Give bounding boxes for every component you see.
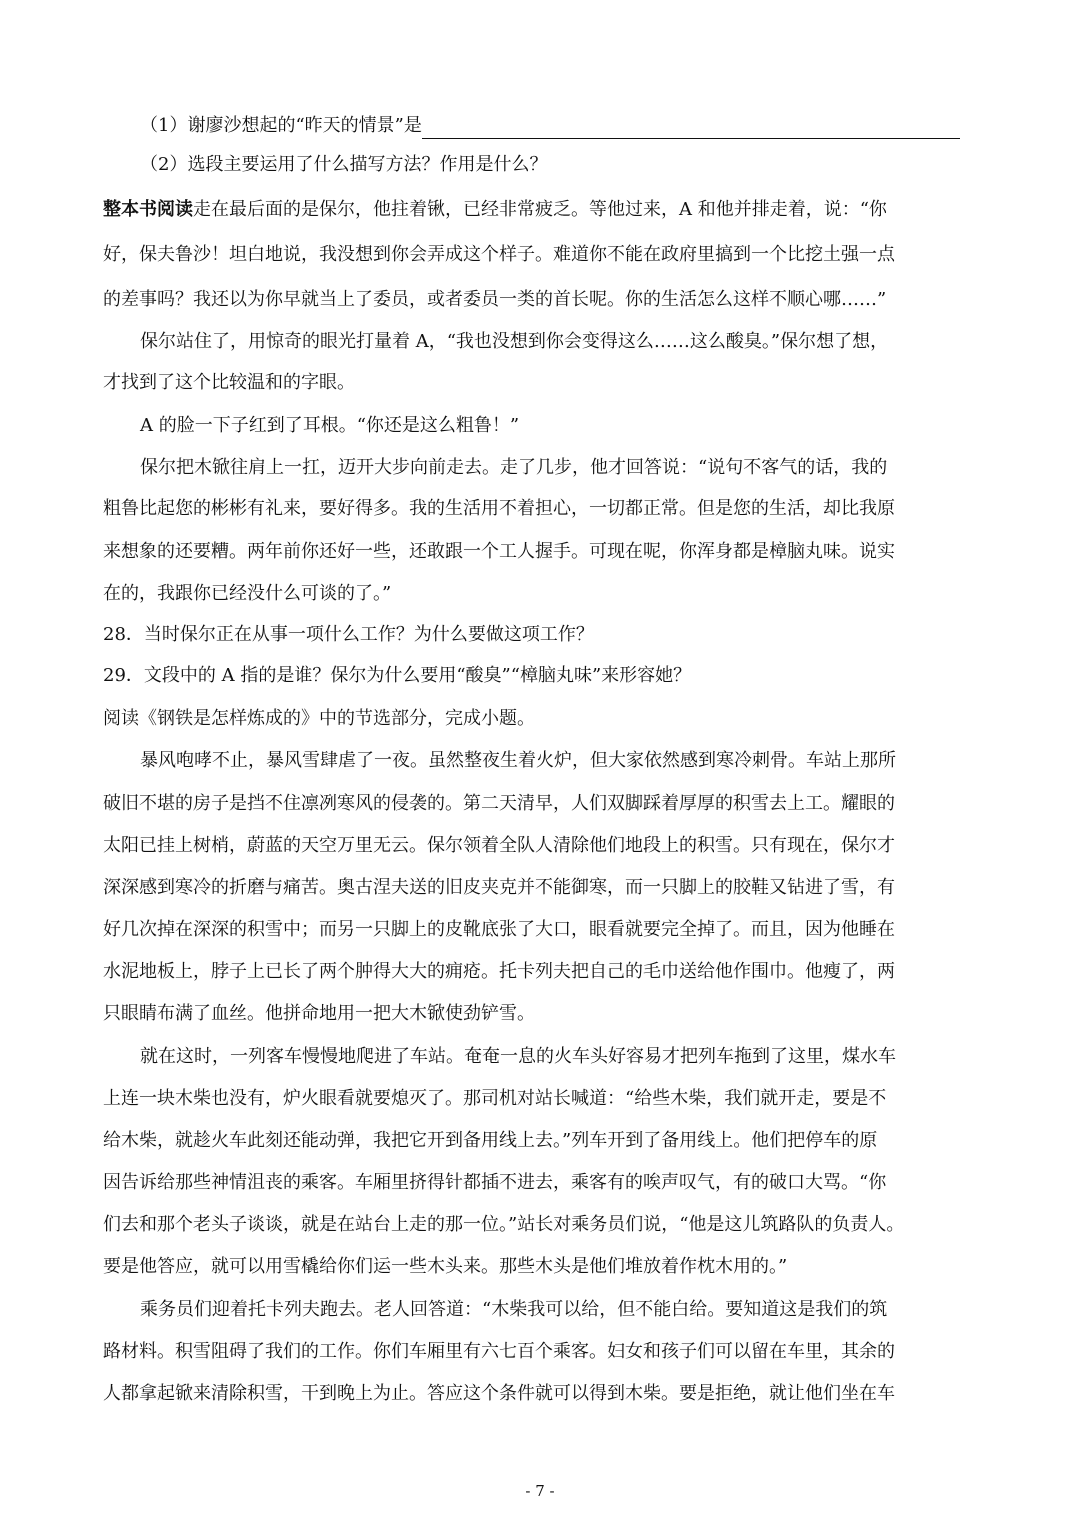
excerpt-line: 因告诉给那些神情沮丧的乘客。车厢里挤得针都插不进去，乘客有的唉声叹气，有的破口大骂。“你 bbox=[103, 1172, 887, 1193]
excerpt-line: 们去和那个老头子谈谈，就是在站台上走的那一位。”站长对乘务员们说，“他是这儿筑路队的负责人。 bbox=[103, 1214, 905, 1235]
reading-passage-line: 保尔把木锨往肩上一扛，迈开大步向前走去。走了几步，他才回答说：“说句不客气的话，我的 bbox=[140, 457, 888, 478]
excerpt-line: 上连一块木柴也没有，炉火眼看就要熄灭了。那司机对站长喊道：“给些木柴，我们就开走，要是不 bbox=[103, 1088, 887, 1109]
excerpt-line: 好几次掉在深深的积雪中；而另一只脚上的皮靴底张了大口，眼看就要完全掉了。而且，因为他睡在 bbox=[103, 919, 895, 940]
question-29: 29．文段中的 A 指的是谁？保尔为什么要用“酸臭”“樟脑丸味”来形容她？ bbox=[103, 665, 692, 686]
reading-passage-line: 在的，我跟你已经没什么可谈的了。” bbox=[103, 583, 392, 604]
excerpt-line: 人都拿起锨来清除积雪，干到晚上为止。答应这个条件就可以得到木柴。要是拒绝，就让他们坐在车 bbox=[103, 1383, 895, 1404]
passage-text: 走在最后面的是保尔，他拄着锹，已经非常疲乏。等他过来，A 和他并排走着，说：“你 bbox=[193, 199, 887, 220]
answer-blank-line bbox=[422, 112, 960, 139]
reading-passage-line: 才找到了这个比较温和的字眼。 bbox=[103, 372, 355, 393]
excerpt-line: 破旧不堪的房子是挡不住凛冽寒风的侵袭的。第二天清早，人们双脚踩着厚厚的积雪去上工。耀眼的 bbox=[103, 793, 895, 814]
reading-passage-line: 的差事吗？我还以为你早就当上了委员，或者委员一类的首长呢。你的生活怎么这样不顺心哪……” bbox=[103, 289, 887, 310]
reading-passage-line: 保尔站住了，用惊奇的眼光打量着 A，“我也没想到你会变得这么……这么酸臭。”保尔想了想， bbox=[140, 331, 889, 352]
excerpt-line: 只眼睛布满了血丝。他拼命地用一把大木锨使劲铲雪。 bbox=[103, 1003, 535, 1024]
excerpt-line: 要是他答应，就可以用雪橇给你们运一些木头来。那些木头是他们堆放着作枕木用的。” bbox=[103, 1256, 788, 1277]
excerpt-line: 水泥地板上，脖子上已长了两个肿得大大的痈疮。托卡列夫把自己的毛巾送给他作围巾。他瘦了，两 bbox=[103, 961, 895, 982]
reading-passage-line bbox=[103, 197, 887, 223]
reading-passage-line: 来想象的还要糟。两年前你还好一些，还敢跟一个工人握手。可现在呢，你浑身都是樟脑丸味。说实 bbox=[103, 541, 895, 562]
excerpt-line: 给木柴，就趁火车此刻还能动弹，我把它开到备用线上去。”列车开到了备用线上。他们把停车的原 bbox=[103, 1130, 878, 1151]
page-number: - 7 - bbox=[525, 1482, 555, 1500]
excerpt-line: 深深感到寒冷的折磨与痛苦。奥古涅夫送的旧皮夹克并不能御寒，而一只脚上的胶鞋又钻进了雪，有 bbox=[103, 877, 895, 898]
question-1 bbox=[140, 112, 960, 139]
question-28: 28．当时保尔正在从事一项什么工作？为什么要做这项工作？ bbox=[103, 624, 594, 645]
question-2: （2）选段主要运用了什么描写方法？作用是什么？ bbox=[140, 154, 548, 175]
question-1-text: （1）谢廖沙想起的“昨天的情景”是 bbox=[140, 115, 422, 136]
excerpt-line: 乘务员们迎着托卡列夫跑去。老人回答道：“木柴我可以给，但不能白给。要知道这是我们的筑 bbox=[140, 1299, 888, 1320]
excerpt-line: 太阳已挂上树梢，蔚蓝的天空万里无云。保尔领着全队人清除他们地段上的积雪。只有现在，保尔才 bbox=[103, 835, 895, 856]
section-intro: 阅读《钢铁是怎样炼成的》中的节选部分，完成小题。 bbox=[103, 708, 535, 729]
section-heading: 整本书阅读 bbox=[103, 199, 193, 220]
reading-passage-line: 好，保夫鲁沙！坦白地说，我没想到你会弄成这个样子。难道你不能在政府里搞到一个比挖土强一点 bbox=[103, 244, 895, 265]
reading-passage-line: 粗鲁比起您的彬彬有礼来，要好得多。我的生活用不着担心，一切都正常。但是您的生活，却比我原 bbox=[103, 498, 895, 519]
excerpt-line: 就在这时，一列客车慢慢地爬进了车站。奄奄一息的火车头好容易才把列车拖到了这里，煤水车 bbox=[140, 1046, 896, 1067]
excerpt-line: 暴风咆哮不止，暴风雪肆虐了一夜。虽然整夜生着火炉，但大家依然感到寒冷刺骨。车站上那所 bbox=[140, 750, 896, 771]
reading-passage-line: A 的脸一下子红到了耳根。“你还是这么粗鲁！” bbox=[140, 415, 520, 436]
excerpt-line: 路材料。积雪阻碍了我们的工作。你们车厢里有六七百个乘客。妇女和孩子们可以留在车里，其余的 bbox=[103, 1341, 895, 1362]
